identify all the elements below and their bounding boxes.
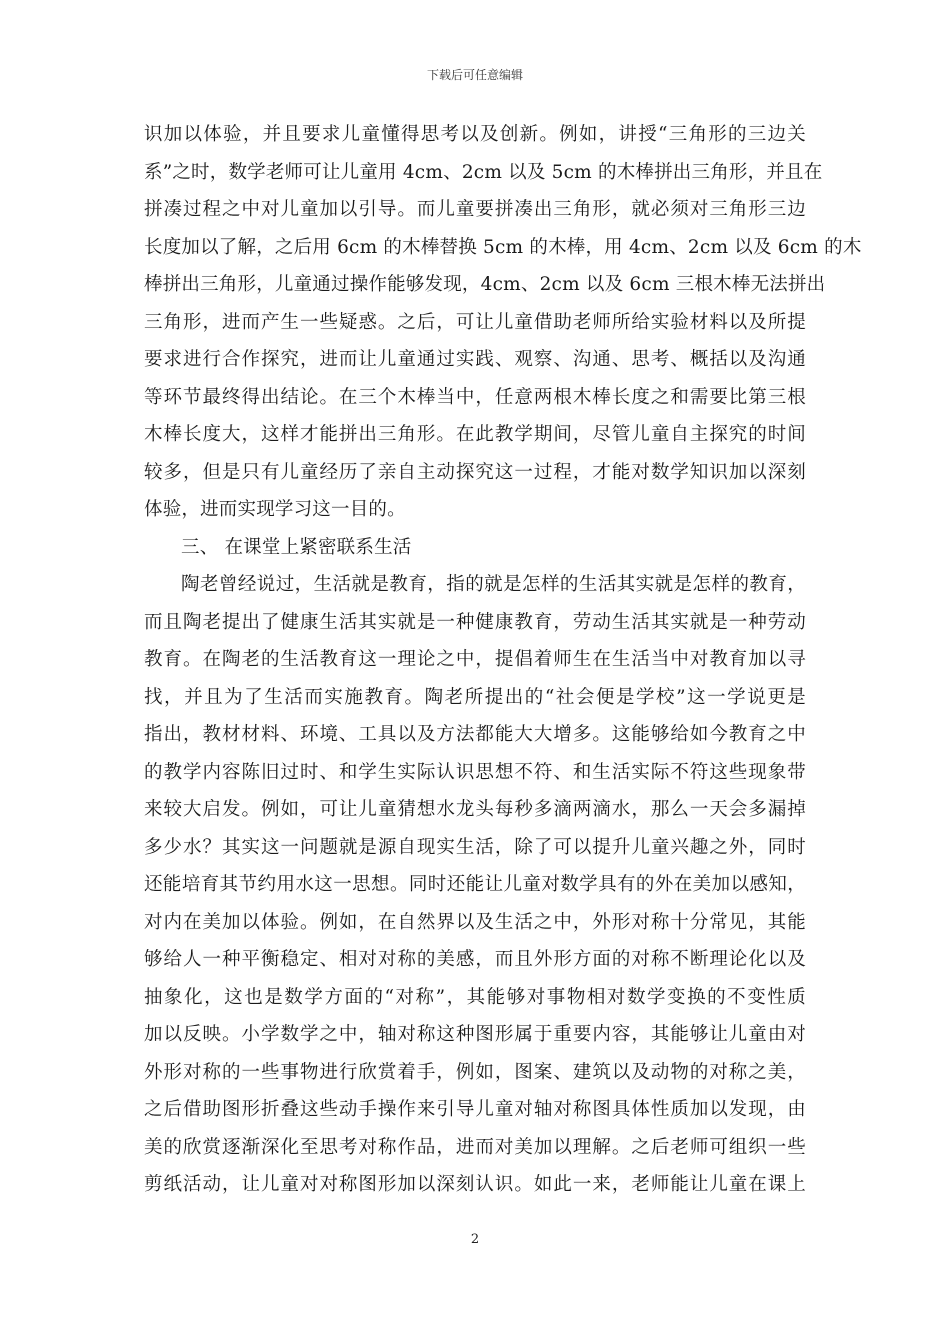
- text-line: 来较大启发。例如，可让儿童猜想水龙头每秒多滴两滴水，那么一天会多漏掉: [144, 799, 806, 820]
- text-line: 长度加以了解，之后用 6cm 的木棒替换 5cm 的木棒，用 4cm、2cm 以及 6cm 的木: [144, 236, 862, 258]
- text-line: 找，并且为了生活而实施教育。陶老所提出的“社会便是学校”这一学说更是: [144, 686, 806, 708]
- text-line: 系”之时，数学老师可让儿童用 4cm、2cm 以及 5cm 的木棒拼出三角形，并且在: [144, 161, 823, 183]
- text-line: 陶老曾经说过，生活就是教育，指的就是怎样的生活其实就是怎样的教育，: [181, 574, 806, 595]
- text-line: 拼凑过程之中对儿童加以引导。而儿童要拼凑出三角形，就必须对三角形三边: [144, 199, 806, 220]
- text-line: 的教学内容陈旧过时、和学生实际认识思想不符、和生活实际不符这些现象带: [144, 761, 806, 783]
- text-line: 木棒长度大，这样才能拼出三角形。在此教学期间，尽管儿童自主探究的时间: [144, 424, 806, 445]
- text-line: 之后借助图形折叠这些动手操作来引导儿童对轴对称图具体性质加以发现，由: [144, 1099, 806, 1120]
- page-number: 2: [470, 1232, 480, 1247]
- text-line: 识加以体验，并且要求儿童懂得思考以及创新。例如，讲授“三角形的三边关: [144, 124, 806, 145]
- text-line: 外形对称的一些事物进行欣赏着手，例如，图案、建筑以及动物的对称之美，: [144, 1061, 806, 1083]
- document-body: [144, 116, 862, 1204]
- text-line: 剪纸活动，让儿童对对称图形加以深刻认识。如此一来，老师能让儿童在课上: [144, 1174, 806, 1195]
- text-line: 对内在美加以体验。例如，在自然界以及生活之中，外形对称十分常见，其能: [144, 911, 806, 933]
- text-line: 抽象化，这也是数学方面的“对称”，其能够对事物相对数学变换的不变性质: [144, 986, 806, 1008]
- text-line: 要求进行合作探究，进而让儿童通过实践、观察、沟通、思考、概括以及沟通: [144, 349, 806, 370]
- text-line: 美的欣赏逐渐深化至思考对称作品，进而对美加以理解。之后老师可组织一些: [144, 1136, 806, 1158]
- text-line: 还能培育其节约用水这一思想。同时还能让儿童对数学具有的外在美加以感知，: [144, 874, 806, 895]
- text-line: 够给人一种平衡稳定、相对对称的美感，而且外形方面的对称不断理论化以及: [144, 949, 806, 970]
- text-line: 棒拼出三角形，儿童通过操作能够发现，4cm、2cm 以及 6cm 三根木棒无法拼出: [144, 274, 826, 295]
- text-line: 三角形，进而产生一些疑惑。之后，可让儿童借助老师所给实验材料以及所提: [144, 311, 806, 333]
- text-line: 加以反映。小学数学之中，轴对称这种图形属于重要内容，其能够让儿童由对: [144, 1024, 806, 1045]
- page-header: 下载后可任意编辑: [426, 68, 523, 82]
- text-line: 体验，进而实现学习这一目的。: [144, 499, 406, 520]
- text-line: 教育。在陶老的生活教育这一理论之中，提倡着师生在生活当中对教育加以寻: [144, 649, 806, 670]
- text-line: 指出，教材材料、环境、工具以及方法都能大大增多。这能够给如今教育之中: [144, 724, 806, 745]
- text-line: 较多，但是只有儿童经历了亲自主动探究这一过程，才能对数学知识加以深刻: [144, 461, 806, 483]
- text-line: 而且陶老提出了健康生活其实就是一种健康教育，劳动生活其实就是一种劳动: [144, 611, 806, 633]
- text-line: 多少水？其实这一问题就是源自现实生活，除了可以提升儿童兴趣之外，同时: [144, 836, 806, 858]
- text-line: 等环节最终得出结论。在三个木棒当中，任意两根木棒长度之和需要比第三根: [144, 386, 806, 408]
- section-heading: 三、 在课堂上紧密联系生活: [181, 536, 412, 558]
